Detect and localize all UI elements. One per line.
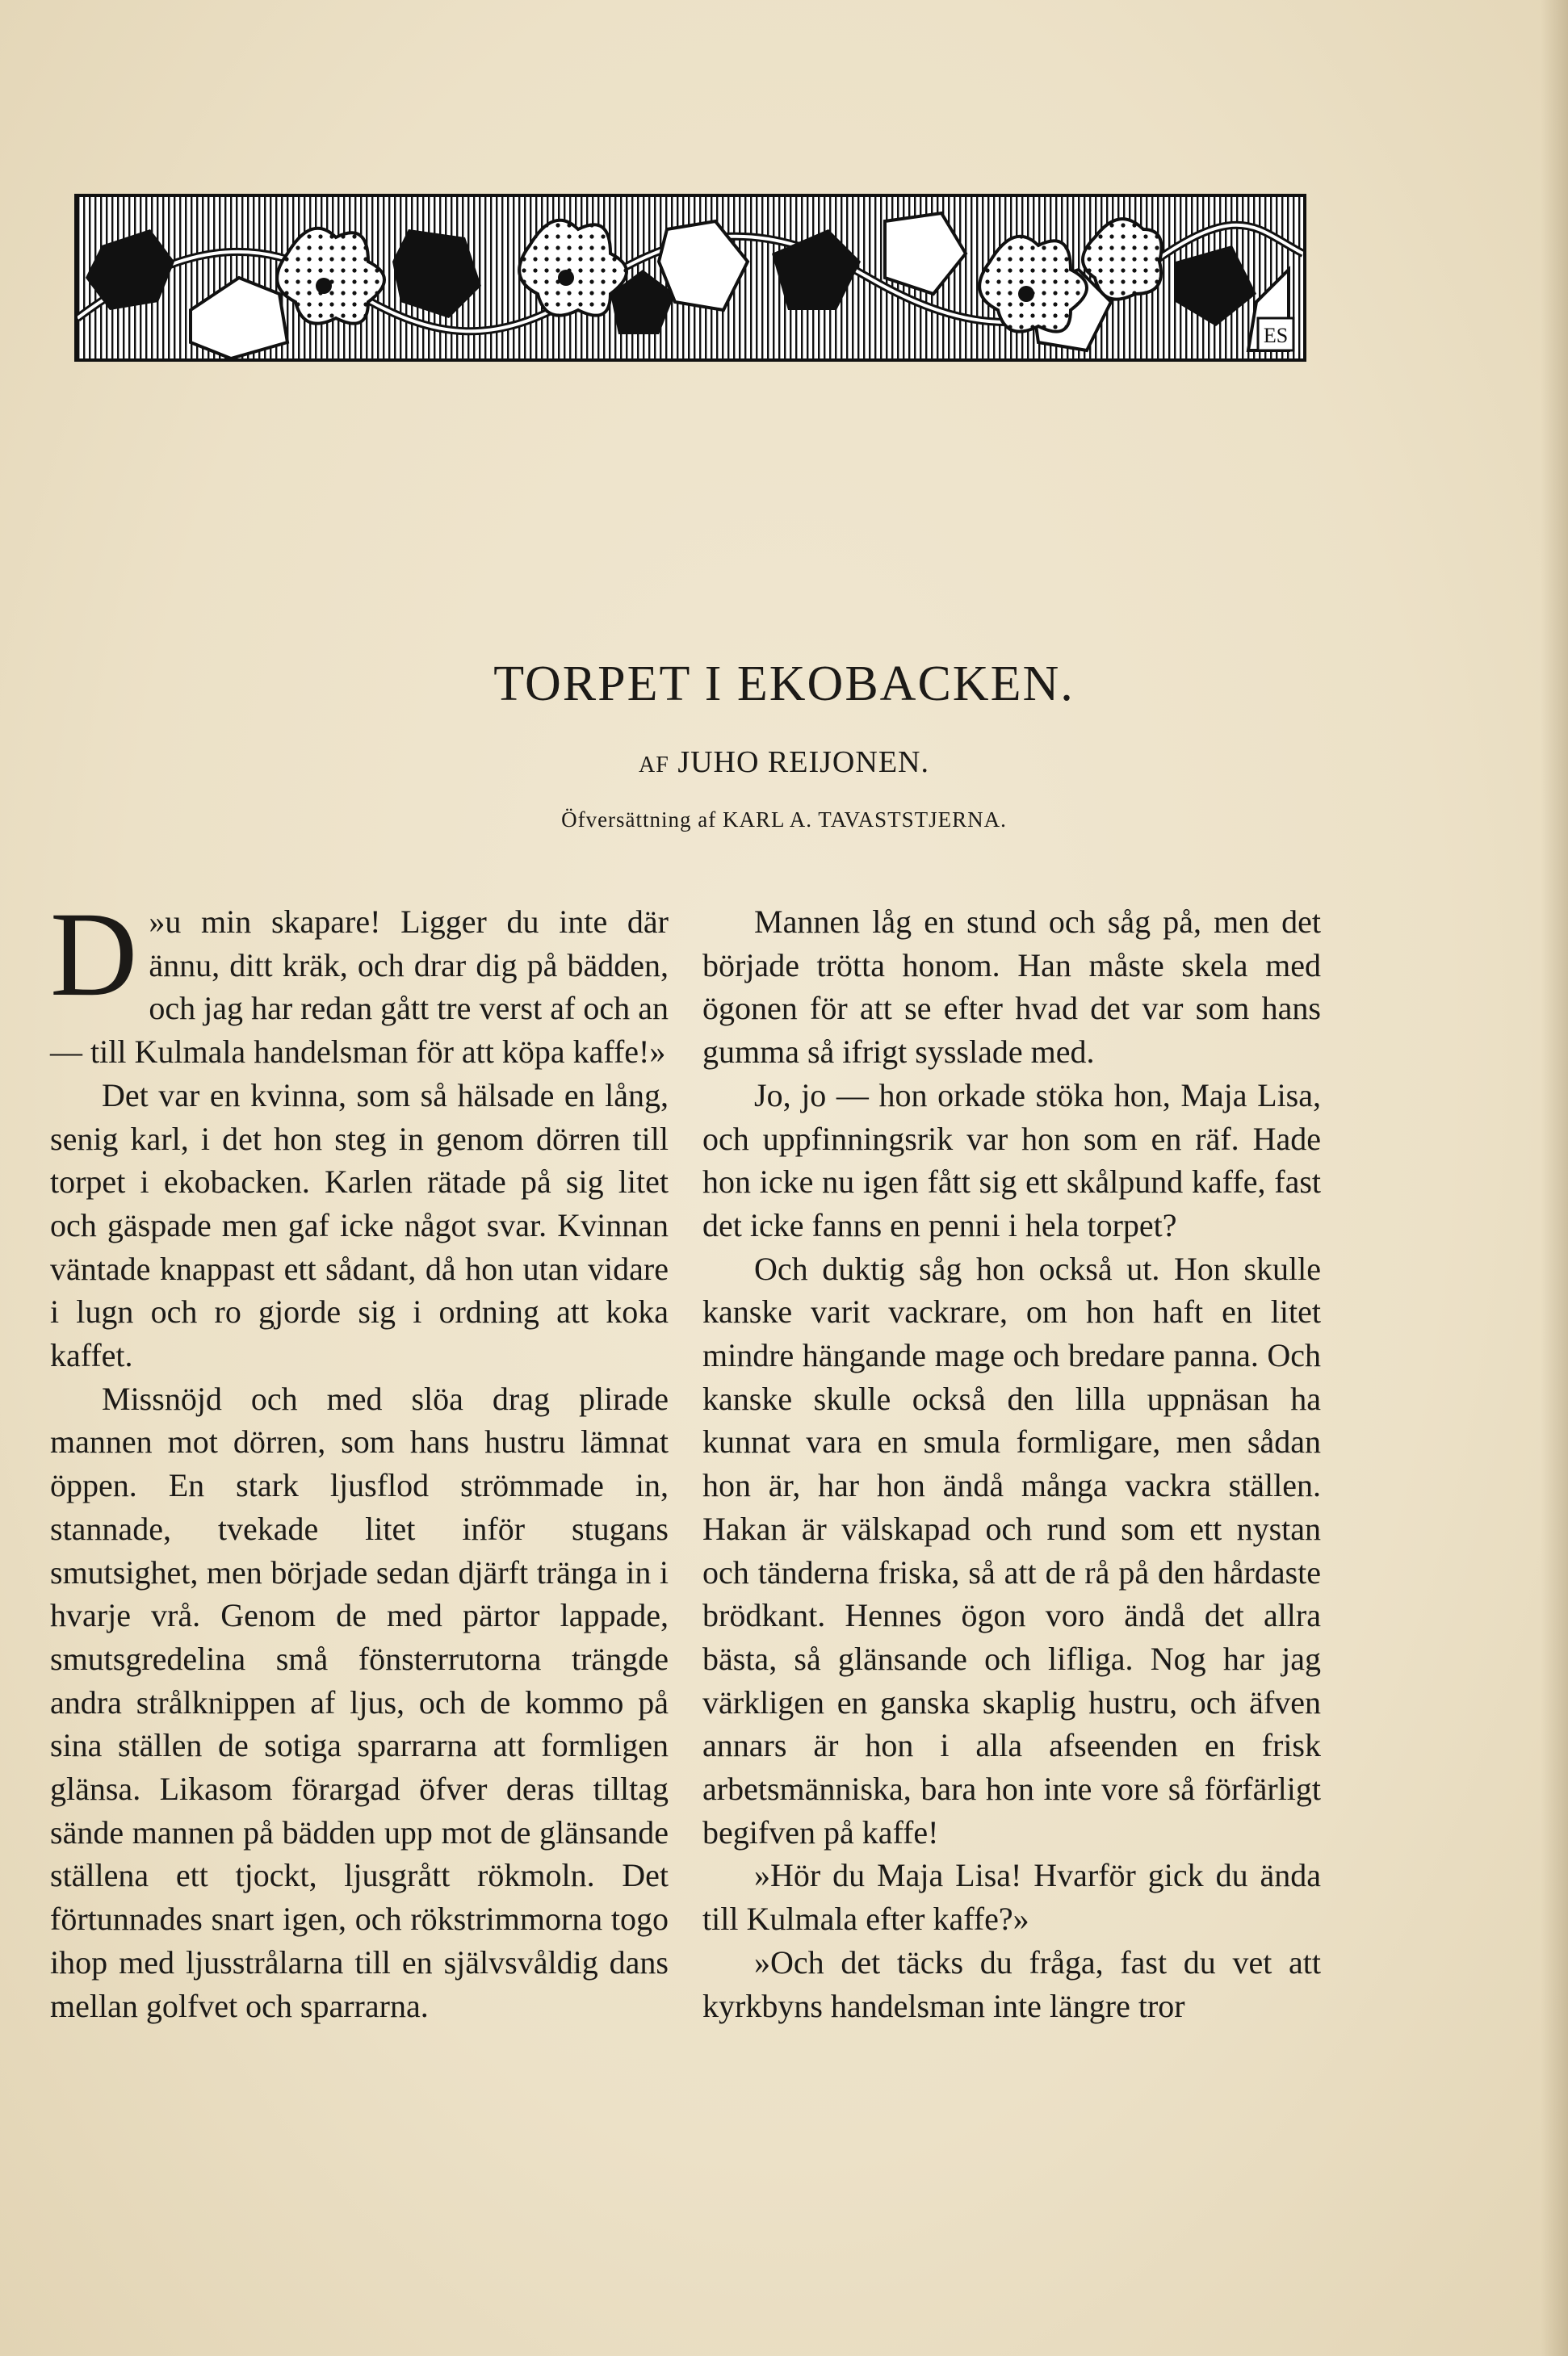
left-column [50,887,669,2027]
decorative-banner [74,194,1306,362]
drop-cap: D [50,887,138,1021]
paragraph: Jo, jo — hon orkade stöka hon, Maja Lisa, och uppfinningsrik var hon som en räf. Hade hon icke nu igen fått sig ett skålpund kaffe, fast det icke fanns en penni i hela torpet? [702,1076,1321,1243]
paragraph [50,887,669,1074]
byline-prefix: AF [639,752,669,778]
author-name: JUHO REIJONEN. [677,745,929,779]
floral-vine-illustration [78,197,1303,358]
byline [0,744,1568,780]
paragraph: Och duktig såg hon också ut. Hon skulle kanske varit vackrare, om hon haft en litet mindre hängande mage och bredare panna. Och kanske skulle också den lilla uppnäsan ha kunnat vara en smula formligare, men sådan hon är, har hon ändå många vackra ställen. Hakan är välskapad och rund som ett nystan och tänderna friska, så att de rå på den hårdaste brödkant. Hennes ögon voro ändå det allra bästa, så glänsande och lifliga. Nog har jag värkligen en ganska skaplig hustru, och äfven annars är hon i alla afseenden en frisk arbetsmänniska, bara hon inte vore så förfärligt begifven på kaffe! [702,1250,1321,1851]
right-column [702,900,1321,2027]
translator-credit: Öfversättning af KARL A. TAVASTSTJERNA. [561,807,1007,832]
paragraph: Det var en kvinna, som så hälsade en lång, senig karl, i det hon steg in genom dörren till torpet i ekobacken. Karlen rätade på sig litet och gäspade men gaf icke något svar. Kvinnan väntade knappast ett sådant, då hon utan vidare i lugn och ro gjorde sig i ordning att koka kaffet. [50,1076,669,1374]
opening-quote: » [149,903,166,940]
paragraph-text: u min skapare! Ligger du inte där ännu, ditt kräk, och drar dig på bädden, och jag har redan gått tre verst af och an — till Kulmala handelsman för att köpa kaffe!» [50,903,669,1071]
monogram: ES [1263,324,1289,347]
paragraph: Mannen låg en stund och såg på, men det började trötta honom. Han måste skela med ögonen för att se efter hvad det var som hans gumma så ifrigt sysslade med. [702,903,1321,1071]
paragraph: »Och det täcks du fråga, fast du vet att kyrkbyns handelsman inte längre tror [702,1943,1321,2024]
story-title: TORPET I EKOBACKEN. [493,656,1075,711]
paragraph: »Hör du Maja Lisa! Hvarför gick du ända till Kulmala efter kaffe?» [702,1857,1321,1938]
paragraph: Missnöjd och med slöa drag plirade mannen mot dörren, som hans hustru lämnat öppen. En stark ljusflod strömmade in, stannade, tvekade litet inför stugans smutsighet, men började sedan djärft tränga in i hvarje vrå. Genom de med pärtor lappade, smutsgredelina små fönsterrutorna trängde andra strålknippen af ljus, och de kommo på sina ställen de sotiga sparrarna att formligen glänsa. Likasom förargad öfver deras tilltag sände mannen på bädden upp mot de glänsande ställena ett tjockt, ljusgrått rökmoln. Det förtunnades snart igen, och rökstrimmorna togo ihop med ljusstrålarna till en självsvåldig dans mellan golfvet och sparrarna. [50,1380,669,2024]
